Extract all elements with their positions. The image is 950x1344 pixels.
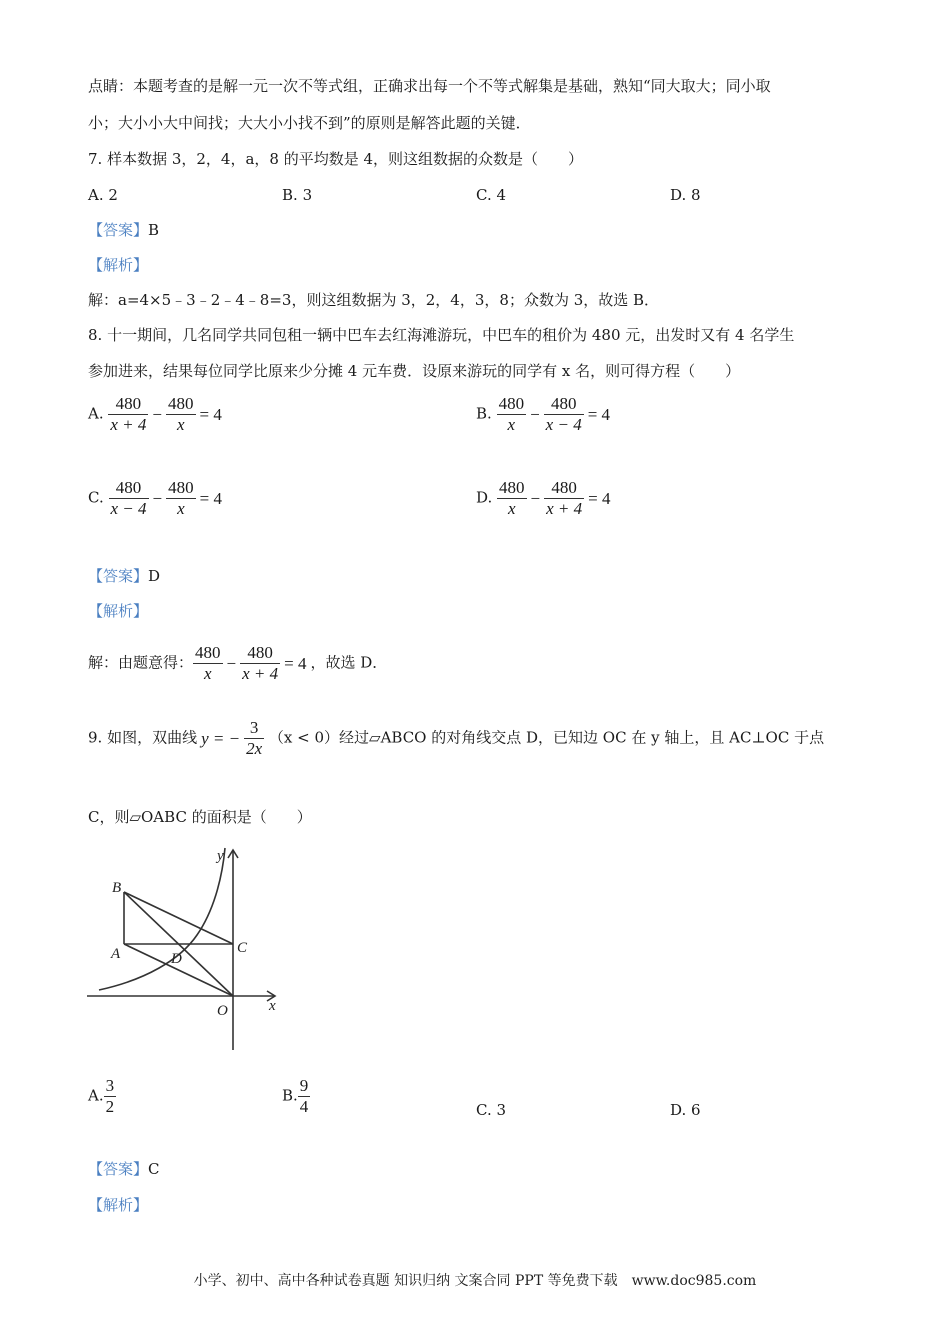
q8-option-c: C. $\frac{480}{x - 4}$ − $\frac{480}{x}$ = 4 [88,478,222,518]
label-b: B [112,880,122,896]
q8-analysis-tag: 【解析】 [88,602,149,620]
q9-option-c: C. 3 [476,1101,507,1119]
label-d: D [171,951,182,967]
label-y: y [217,848,224,864]
label-c: C [237,940,248,956]
hyperbola-curve [99,848,225,990]
q7-analysis-tag: 【解析】 [88,256,149,274]
q9-stem-line-1: 9. 如图，双曲线 y = − $\frac{3}{2x}$ （x < 0）经过▱ABCO 的对角线交点 D，已知边 OC 在 y 轴上，且 AC⊥OC 于点 [88,718,825,758]
q8-solution: 解：由题意得： $\frac{480}{x}$ − $\frac{480}{x + 4}$ = 4 ，故选 D． [88,643,388,683]
q7-option-b: B. 3 [282,186,313,204]
q9-analysis-tag: 【解析】 [88,1196,149,1214]
q7-option-a: A. 2 [88,186,118,204]
q7-option-d: D. 8 [670,186,701,204]
label-x: x [269,998,276,1014]
q7-solution: 解：a=4×5﹣3﹣2﹣4﹣8=3，则这组数据为 3，2，4，3，8；众数为 3，故选 B． [88,291,660,309]
note-line-2: 小；大小小大中间找；大大小小找不到”的原则是解答此题的关键． [88,114,531,132]
page-footer: 小学、初中、高中各种试卷真题 知识归纳 文案合同 PPT 等免费下载 www.doc985.com [193,1273,757,1289]
q8-stem-line-2: 参加进来，结果每位同学比原来少分摊 4 元车费．设原来游玩的同学有 x 名，则可得方程（ ） [88,362,741,380]
q9-option-d: D. 6 [670,1101,701,1119]
q7-option-c: C. 4 [476,186,507,204]
q9-figure [85,840,285,1055]
note-line-1: 点睛：本题考查的是解一元一次不等式组，正确求出每一个不等式解集是基础，熟知“同大取大；同小取 [88,77,771,95]
q8-stem-line-1: 8. 十一期间，几名同学共同包租一辆中巴车去红海滩游玩，中巴车的租价为 480 元，出发时又有 4 名学生 [88,326,795,344]
q7-stem: 7. 样本数据 3，2，4，a，8 的平均数是 4，则这组数据的众数是（ ） [88,150,584,168]
q9-stem-line-2: C，则▱OABC 的面积是（ ） [88,808,312,826]
q8-answer: 【答案】D [88,567,161,585]
q9-option-b: B. $\frac{9}{4}$ [282,1076,309,1116]
q9-option-a: A. $\frac{3}{2}$ [88,1076,115,1116]
label-a: A [111,946,121,962]
q8-option-d: D. $\frac{480}{x}$ − $\frac{480}{x + 4}$ = 4 [476,478,611,518]
q8-option-b: B. $\frac{480}{x}$ − $\frac{480}{x - 4}$ = 4 [476,394,611,434]
segment-bc [124,892,233,944]
label-o: O [217,1003,228,1019]
q9-answer: 【答案】C [88,1160,160,1178]
q7-answer: 【答案】B [88,221,160,239]
q8-option-a: A. $\frac{480}{x + 4}$ − $\frac{480}{x}$ = 4 [88,394,222,434]
